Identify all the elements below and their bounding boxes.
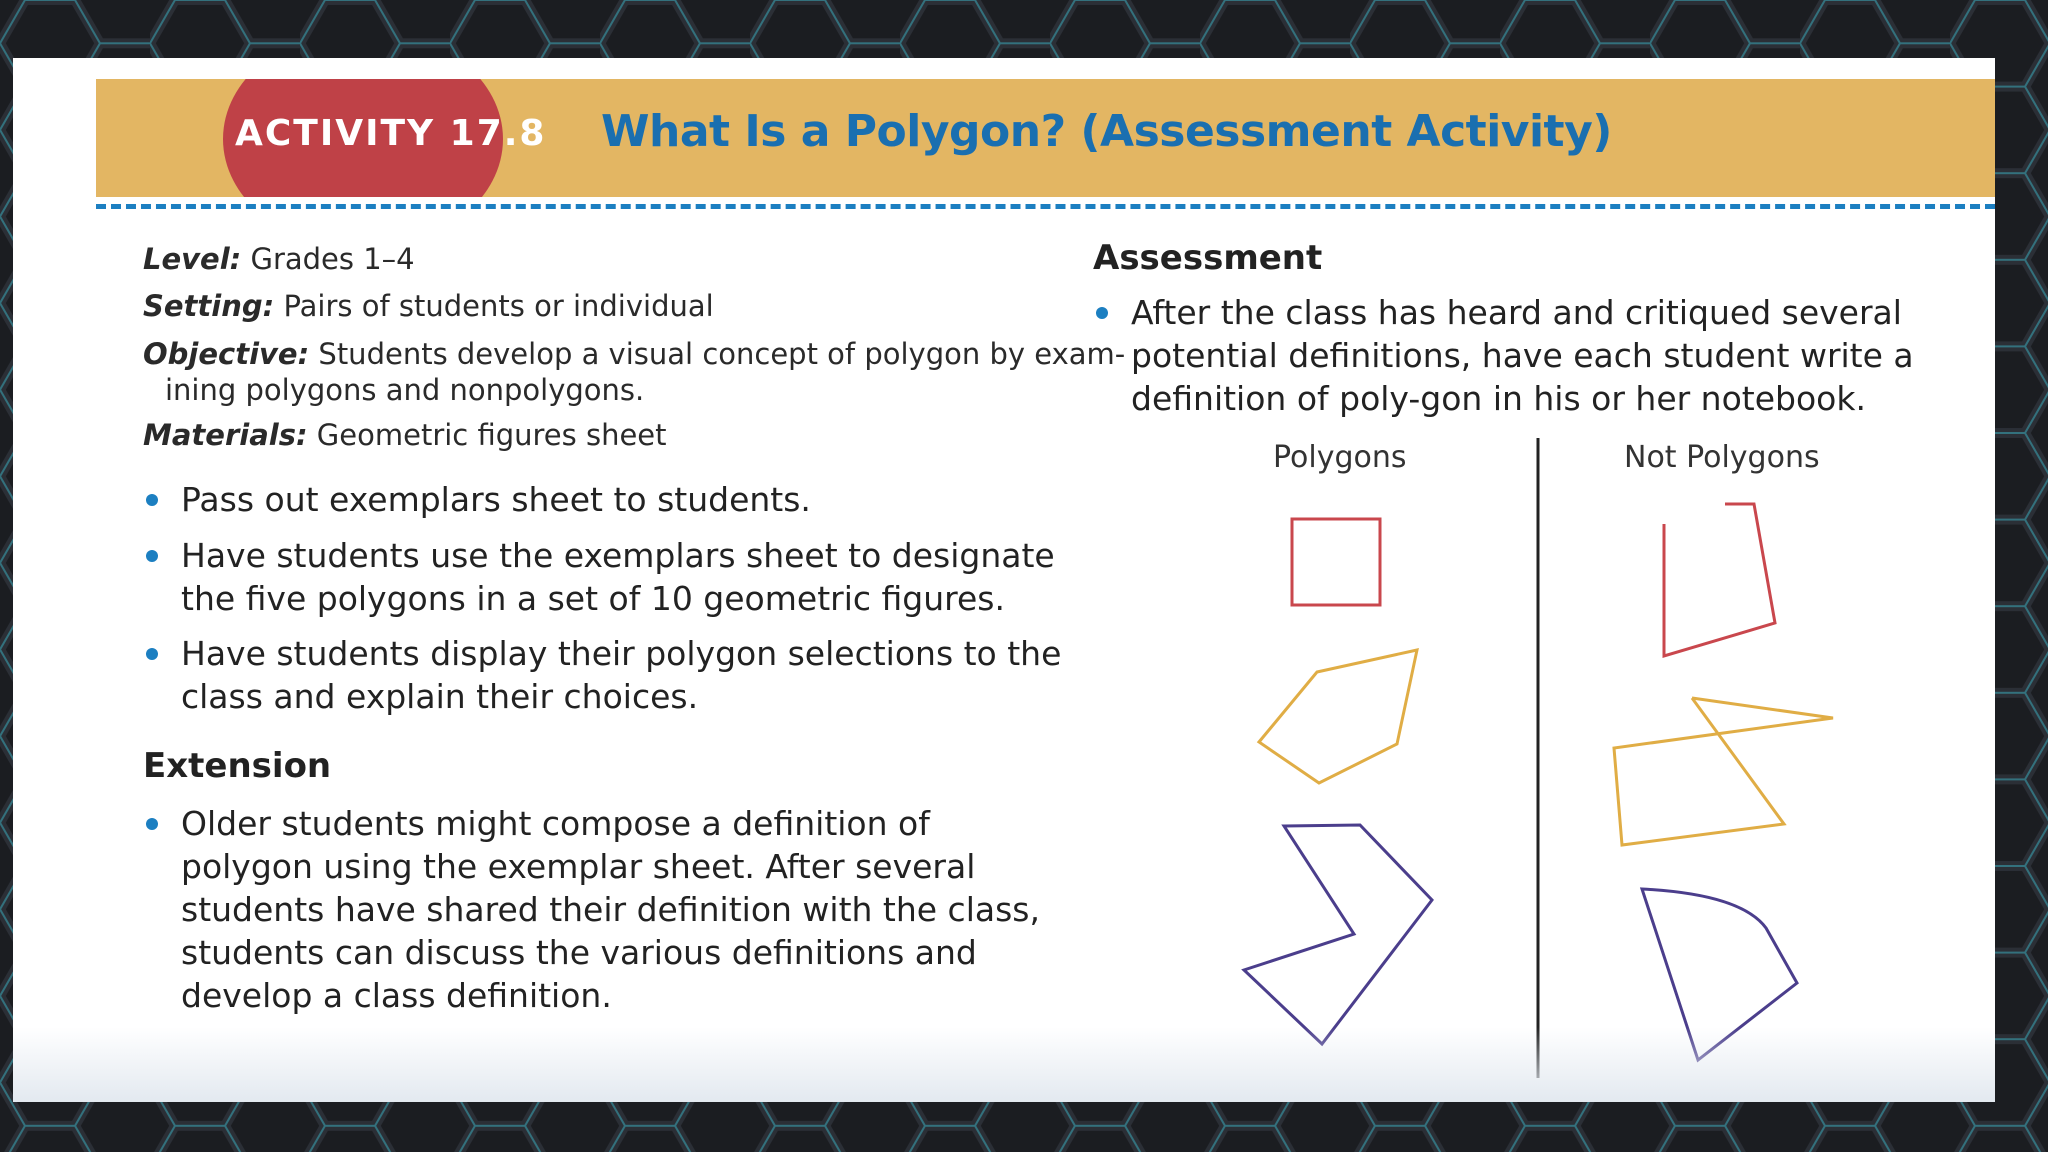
- textbook-page: [13, 58, 1995, 1102]
- level-label: Level:: [143, 242, 242, 276]
- polygon-concave-hexagon: [1244, 825, 1432, 1044]
- self-intersecting-figure: [1614, 698, 1833, 845]
- materials-label: Materials:: [143, 418, 308, 452]
- objective-value: Students develop a visual concept of polygon by exam-: [318, 337, 1126, 371]
- procedure-bullet-3: Have students display their polygon selections to the class and explain their choices.: [146, 632, 1101, 718]
- setting-value: Pairs of students or individual: [283, 289, 714, 323]
- activity-title: What Is a Polygon? (Assessment Activity): [601, 106, 1612, 157]
- setting-label: Setting:: [143, 289, 275, 323]
- activity-number: ACTIVITY 17.8: [235, 113, 547, 154]
- objective-value-cont: ining polygons and nonpolygons.: [165, 373, 645, 407]
- polygon-square: [1292, 519, 1380, 605]
- materials-value: Geometric figures sheet: [316, 418, 667, 452]
- assessment-bullet: After the class has heard and critiqued several potential definitions, have each student write a definition of poly-gon in his or her notebook.: [1096, 291, 1995, 420]
- polygons-label: Polygons: [1273, 440, 1407, 475]
- level-value: Grades 1–4: [250, 242, 415, 276]
- assessment-heading: Assessment: [1093, 238, 1323, 278]
- procedure-bullet-1: Pass out exemplars sheet to students.: [146, 478, 1111, 521]
- extension-bullet: Older students might compose a definition of polygon using the exemplar sheet. After several students have shared their definition with the class, students can discuss the various definitions and develop a class definition.: [146, 802, 1051, 1017]
- objective-label: Objective:: [143, 337, 310, 371]
- polygon-figures: [13, 58, 1995, 1102]
- page-bottom-fade: [13, 1027, 1995, 1102]
- open-quadrilateral: [1664, 504, 1775, 656]
- procedure-bullet-2: Have students use the exemplars sheet to designate the five polygons in a set of 10 geometric figures.: [146, 534, 1081, 620]
- polygon-pentagon: [1259, 650, 1417, 783]
- extension-heading: Extension: [143, 746, 332, 786]
- not-polygons-label: Not Polygons: [1624, 440, 1820, 475]
